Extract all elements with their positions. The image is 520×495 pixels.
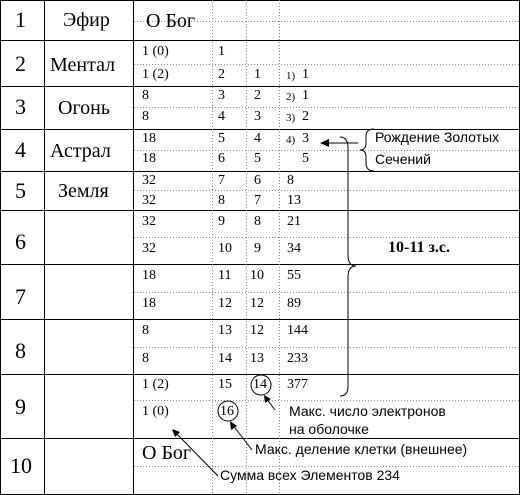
col-c-cell: 5 (254, 151, 261, 166)
col-d-cell: 2 (302, 109, 309, 124)
col-c-cell: 9 (254, 241, 261, 256)
range-brace (340, 137, 356, 396)
col-c-cell: 12 (250, 296, 264, 311)
col-a-cell: 32 (142, 241, 156, 256)
col-c-cell: 4 (254, 131, 261, 146)
col-d-cell: 8 (287, 173, 294, 188)
golden-sections-label-line1: Рождение Золотых (375, 129, 500, 145)
col-d-cell: 89 (287, 296, 301, 311)
col-d-cell: 34 (287, 241, 301, 256)
col-a-cell: 1 (0) (142, 44, 169, 59)
col-b-cell: 12 (218, 296, 232, 311)
col-b-cell: 15 (218, 377, 232, 392)
electrons-arrow-head (264, 395, 271, 403)
col-d-marker: 2) (286, 91, 296, 103)
col-c-cell: 3 (254, 109, 261, 124)
col-d-cell: 13 (287, 193, 301, 208)
col-d-cell: 144 (287, 323, 308, 338)
row-number-4: 4 (15, 137, 26, 162)
col-d-marker: 3) (286, 112, 296, 124)
row-number-9: 9 (15, 394, 26, 419)
col-b-cell: 11 (218, 268, 232, 283)
col-b-cell: 1 (218, 44, 225, 59)
golden-arrow-head (320, 139, 329, 147)
col-c-cell: 13 (250, 351, 264, 366)
col-c-cell: 12 (250, 323, 264, 338)
col-c-cell: 2 (254, 88, 261, 103)
col-b-cell-circled: 16 (220, 404, 234, 419)
col-a-cell: 8 (142, 109, 149, 124)
electrons-note-line1: Макс. число электронов (289, 403, 446, 419)
row-number-6: 6 (15, 229, 26, 254)
col-b-cell: 10 (218, 241, 232, 256)
range-label: 10-11 з.с. (388, 239, 450, 256)
col-c-cell: 1 (254, 67, 261, 82)
col-a-cell: 18 (142, 296, 156, 311)
col-c-cell: 6 (254, 173, 261, 188)
col-c-cell-circled: 14 (253, 377, 267, 392)
col-c-cell: 7 (254, 193, 261, 208)
col-d-cell: 3 (302, 131, 309, 146)
row-number-5: 5 (15, 178, 26, 203)
col-a-cell: 32 (142, 193, 156, 208)
row-number-7: 7 (15, 284, 26, 309)
col-d-cell: 5 (302, 151, 309, 166)
col-b-cell: 2 (218, 67, 225, 82)
col-b-cell: 3 (218, 88, 225, 103)
element-mental: Ментал (50, 54, 116, 76)
row-number-1: 1 (15, 7, 26, 32)
col-b-cell: 4 (218, 109, 225, 124)
col-d-cell: 1 (302, 88, 309, 103)
col-d-marker: 4) (286, 134, 296, 146)
col-b-cell: 5 (218, 131, 225, 146)
col-a-cell: 32 (142, 173, 156, 188)
electrons-note-line2: на оболочке (289, 421, 369, 437)
col-a-cell: 18 (142, 268, 156, 283)
col-b-cell: 8 (218, 193, 225, 208)
element-fire: Огонь (58, 97, 110, 119)
col-d-cell: 21 (287, 214, 301, 229)
col-d-cell: 377 (287, 377, 308, 392)
col-b-cell: 7 (218, 173, 225, 188)
sum-elements-note: Сумма всех Элементов 234 (220, 467, 400, 483)
col-b-cell: 13 (218, 323, 232, 338)
col-b-cell: 9 (218, 214, 225, 229)
col-a-cell: 8 (142, 323, 149, 338)
col-a-cell: 1 (2) (142, 377, 169, 392)
element-earth: Земля (58, 180, 109, 202)
col-a-cell: 1 (0) (142, 404, 169, 419)
cell-division-note: Макс. деление клетки (внешнее) (255, 441, 468, 457)
row-number-3: 3 (15, 94, 26, 119)
column-header-o-bog: О Бог (146, 10, 196, 32)
element-ether: Эфир (63, 9, 110, 31)
col-c-cell: 8 (254, 214, 261, 229)
col-a-cell: 1 (2) (142, 67, 169, 82)
row-number-8: 8 (15, 338, 26, 363)
bottom-o-bog-label: О Бог (142, 442, 192, 464)
col-d-marker: 1) (286, 70, 296, 82)
col-d-cell: 55 (287, 268, 301, 283)
element-astral: Астрал (50, 140, 111, 162)
col-d-cell: 233 (287, 351, 308, 366)
col-a-cell: 18 (142, 131, 156, 146)
col-c-cell: 10 (250, 268, 264, 283)
golden-sections-label-line2: Сечений (375, 151, 431, 167)
col-b-cell: 14 (218, 351, 232, 366)
col-a-cell: 32 (142, 214, 156, 229)
col-a-cell: 8 (142, 351, 149, 366)
row-number-10: 10 (10, 453, 32, 478)
col-d-cell: 1 (302, 67, 309, 82)
row-number-2: 2 (15, 51, 26, 76)
col-a-cell: 8 (142, 88, 149, 103)
col-a-cell: 18 (142, 151, 156, 166)
division-arrow (232, 424, 252, 450)
col-b-cell: 6 (218, 151, 225, 166)
